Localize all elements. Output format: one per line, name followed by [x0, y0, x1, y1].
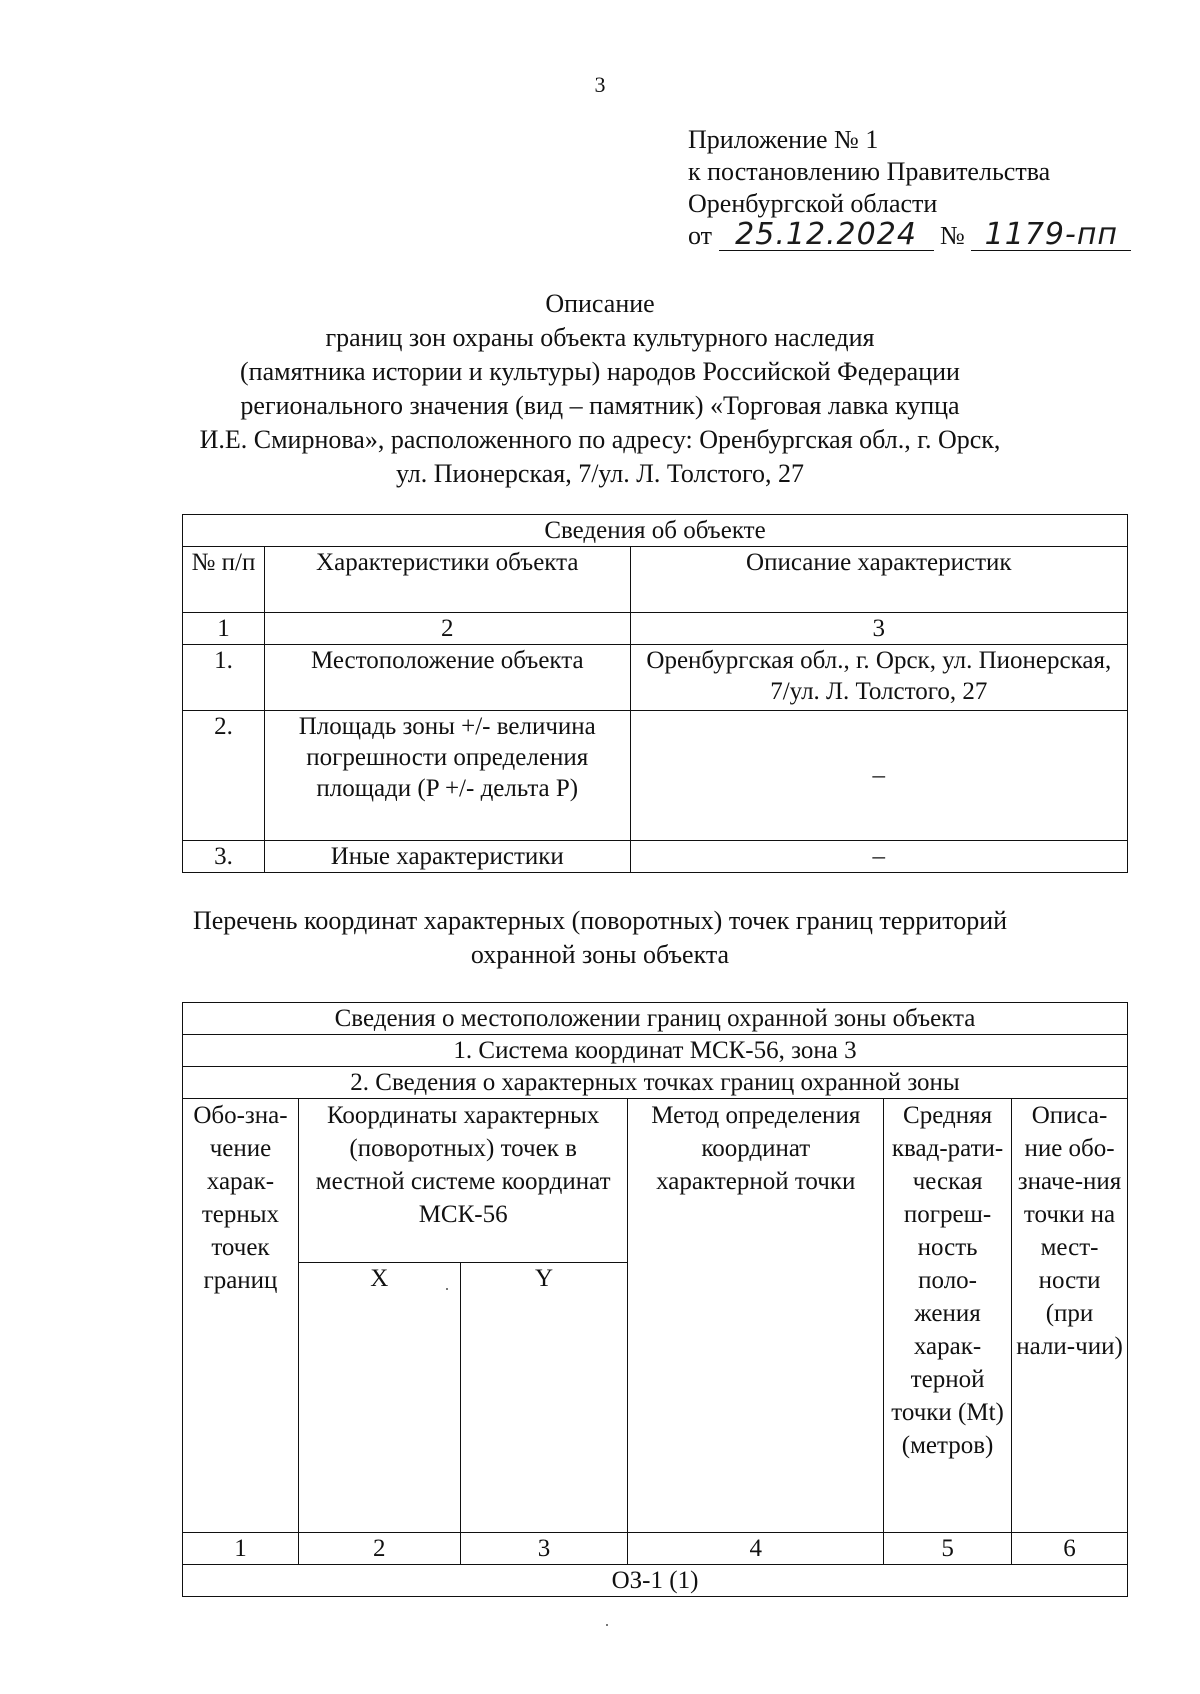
column-number-1: 1: [183, 613, 265, 645]
title-line-1: Описание: [545, 289, 655, 318]
table-row: [183, 645, 1128, 711]
appendix-date-line: [688, 217, 1131, 252]
title-line-6: ул. Пионерская, 7/ул. Л. Толстого, 27: [395, 459, 805, 488]
coordinates-heading-line-1: Перечень координат характерных (поворотных) точек границ территорий: [192, 906, 1008, 935]
table-row: [183, 711, 1128, 841]
row-name: Местоположение объекта: [264, 645, 630, 711]
coordinates-heading-line-2: охранной зоны объекта: [470, 940, 730, 969]
appendix-line-3: Оренбургской области: [688, 189, 938, 218]
scan-speck: [446, 1288, 448, 1290]
handwritten-date: 25.12.2024: [719, 220, 934, 251]
header-number: № п/п: [183, 547, 265, 613]
title-line-3: (памятника истории и культуры) народов Российской Федерации: [240, 357, 960, 386]
row-value: –: [630, 711, 1127, 841]
header-characteristics: Характеристики объекта: [264, 547, 630, 613]
title-line-5: И.Е. Смирнова», расположенного по адресу: Оренбургская обл., г. Орск,: [199, 425, 1001, 454]
appendix-line-2: к постановлению Правительства: [688, 157, 1051, 186]
title-line-2: границ зон охраны объекта культурного наследия: [325, 323, 875, 352]
row-value: Оренбургская обл., г. Орск, ул. Пионерская, 7/ул. Л. Толстого, 27: [630, 645, 1127, 711]
row-name: Иные характеристики: [264, 841, 630, 873]
object-table-caption: Сведения об объекте: [183, 515, 1128, 547]
object-info-table: [182, 514, 1128, 873]
header-error: Средняя квад-рати-ческая погреш-ность поло-жения харак-терной точки (Mt) (метров): [884, 1099, 1012, 1533]
appendix-block: [688, 124, 1131, 252]
coord-column-number-6: 6: [1012, 1533, 1128, 1565]
coord-column-number-4: 4: [628, 1533, 884, 1565]
coord-column-number-5: 5: [884, 1533, 1012, 1565]
row-name: Площадь зоны +/- величина погрешности определения площади (P +/- дельта P): [264, 711, 630, 841]
row-number: 1.: [183, 645, 265, 711]
header-x: X: [298, 1263, 460, 1533]
coordinates-table: [182, 1002, 1128, 1597]
table-row: [183, 841, 1128, 873]
coord-column-number-2: 2: [298, 1533, 460, 1565]
title-line-4: регионального значения (вид – памятник) «Торговая лавка купца: [240, 391, 960, 420]
header-point-description: Описа-ние обо-значе-ния точки на мест-ности (при нали-чии): [1012, 1099, 1128, 1533]
coord-caption-3: 2. Сведения о характерных точках границ охранной зоны: [183, 1067, 1128, 1099]
row-number: 3.: [183, 841, 265, 873]
header-description: Описание характеристик: [630, 547, 1127, 613]
page-number: 3: [594, 72, 606, 97]
scan-speck: [606, 1624, 608, 1626]
zone-label: ОЗ-1 (1): [183, 1565, 1128, 1597]
header-designation: Обо-зна-чение харак-терных точек границ: [183, 1099, 299, 1533]
coordinates-heading: [0, 904, 1200, 972]
row-number: 2.: [183, 711, 265, 841]
coord-caption-2: 1. Система координат МСК-56, зона 3: [183, 1035, 1128, 1067]
row-value: –: [630, 841, 1127, 873]
handwritten-number: 1179-пп: [971, 220, 1131, 251]
header-coordinates: Координаты характерных (поворотных) точек в местной системе координат МСК-56: [298, 1099, 628, 1263]
header-y: Y: [460, 1263, 628, 1533]
date-prefix: от: [688, 221, 713, 250]
coord-caption-1: Сведения о местоположении границ охранной зоны объекта: [183, 1003, 1128, 1035]
document-title: [0, 287, 1200, 491]
coord-column-number-1: 1: [183, 1533, 299, 1565]
number-prefix: №: [940, 221, 965, 250]
appendix-line-1: Приложение № 1: [688, 125, 879, 154]
coord-column-number-3: 3: [460, 1533, 628, 1565]
header-method: Метод определения координат характерной точки: [628, 1099, 884, 1533]
column-number-2: 2: [264, 613, 630, 645]
column-number-3: 3: [630, 613, 1127, 645]
